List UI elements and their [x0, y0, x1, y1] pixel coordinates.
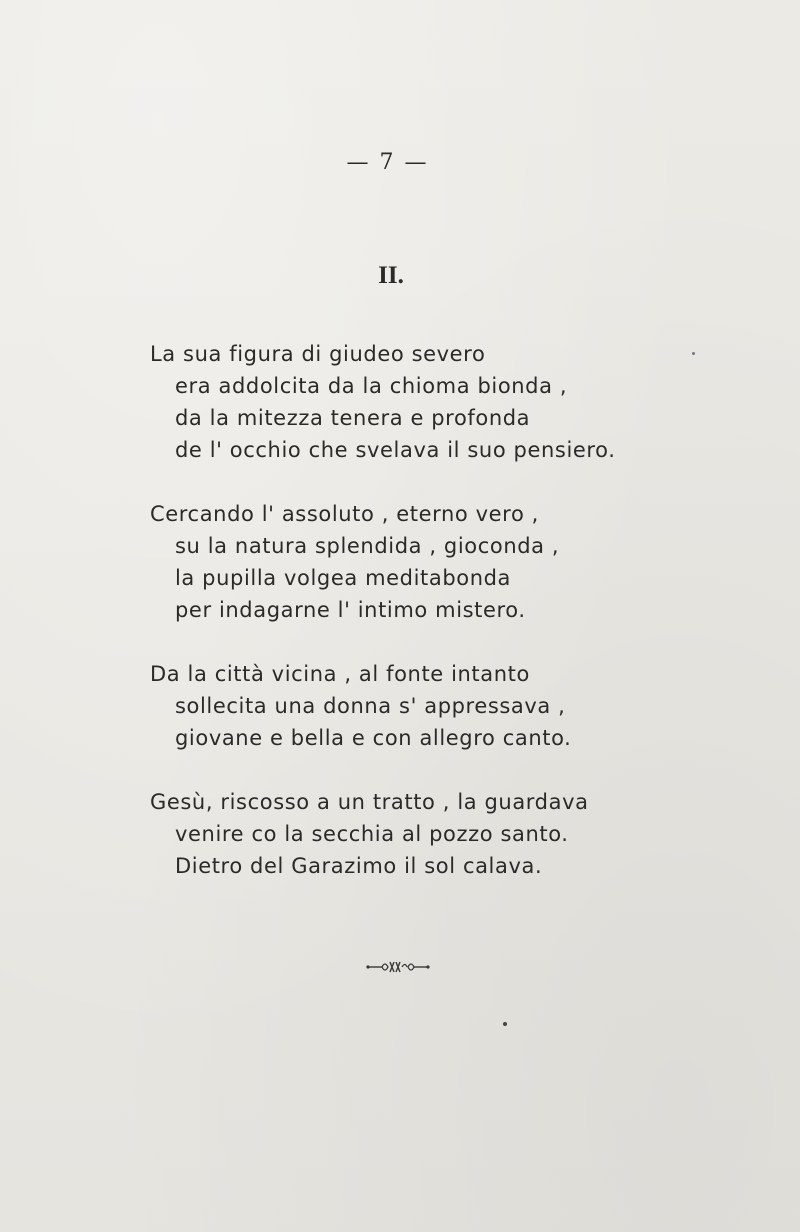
poem-line: per indagarne l' intimo mistero.: [175, 598, 526, 622]
poem-line: de l' occhio che svelava il suo pensiero.: [175, 438, 616, 462]
section-title: II.: [378, 262, 404, 289]
ornament-divider-icon: [366, 956, 430, 978]
poem-line: da la mitezza tenera e profonda: [175, 406, 531, 430]
poem: [150, 338, 710, 882]
poem-line: la pupilla volgea meditabonda: [175, 566, 512, 590]
poem-line: venire co la secchia al pozzo santo.: [175, 822, 569, 846]
poem-line: Dietro del Garazimo il sol calava.: [175, 854, 543, 878]
poem-line: La sua figura di giudeo severo: [150, 342, 486, 366]
poem-line: Gesù, riscosso a un tratto , la guardava: [150, 790, 589, 814]
page-number: — 7 —: [346, 150, 429, 175]
poem-line: sollecita una donna s' appressava ,: [175, 694, 566, 718]
stanza-4: [150, 786, 710, 882]
paper-speck: [692, 352, 695, 355]
poem-line: era addolcita da la chioma bionda ,: [175, 374, 568, 398]
poem-line: su la natura splendida , gioconda ,: [175, 534, 560, 558]
poem-line: giovane e bella e con allegro canto.: [175, 726, 572, 750]
paper-speck: [503, 1022, 507, 1026]
stanza-3: [150, 658, 710, 754]
poem-line: Cercando l' assoluto , eterno vero ,: [150, 502, 539, 526]
poem-line: Da la città vicina , al fonte intanto: [150, 662, 530, 686]
stanza-2: [150, 498, 710, 626]
stanza-1: [150, 338, 710, 466]
